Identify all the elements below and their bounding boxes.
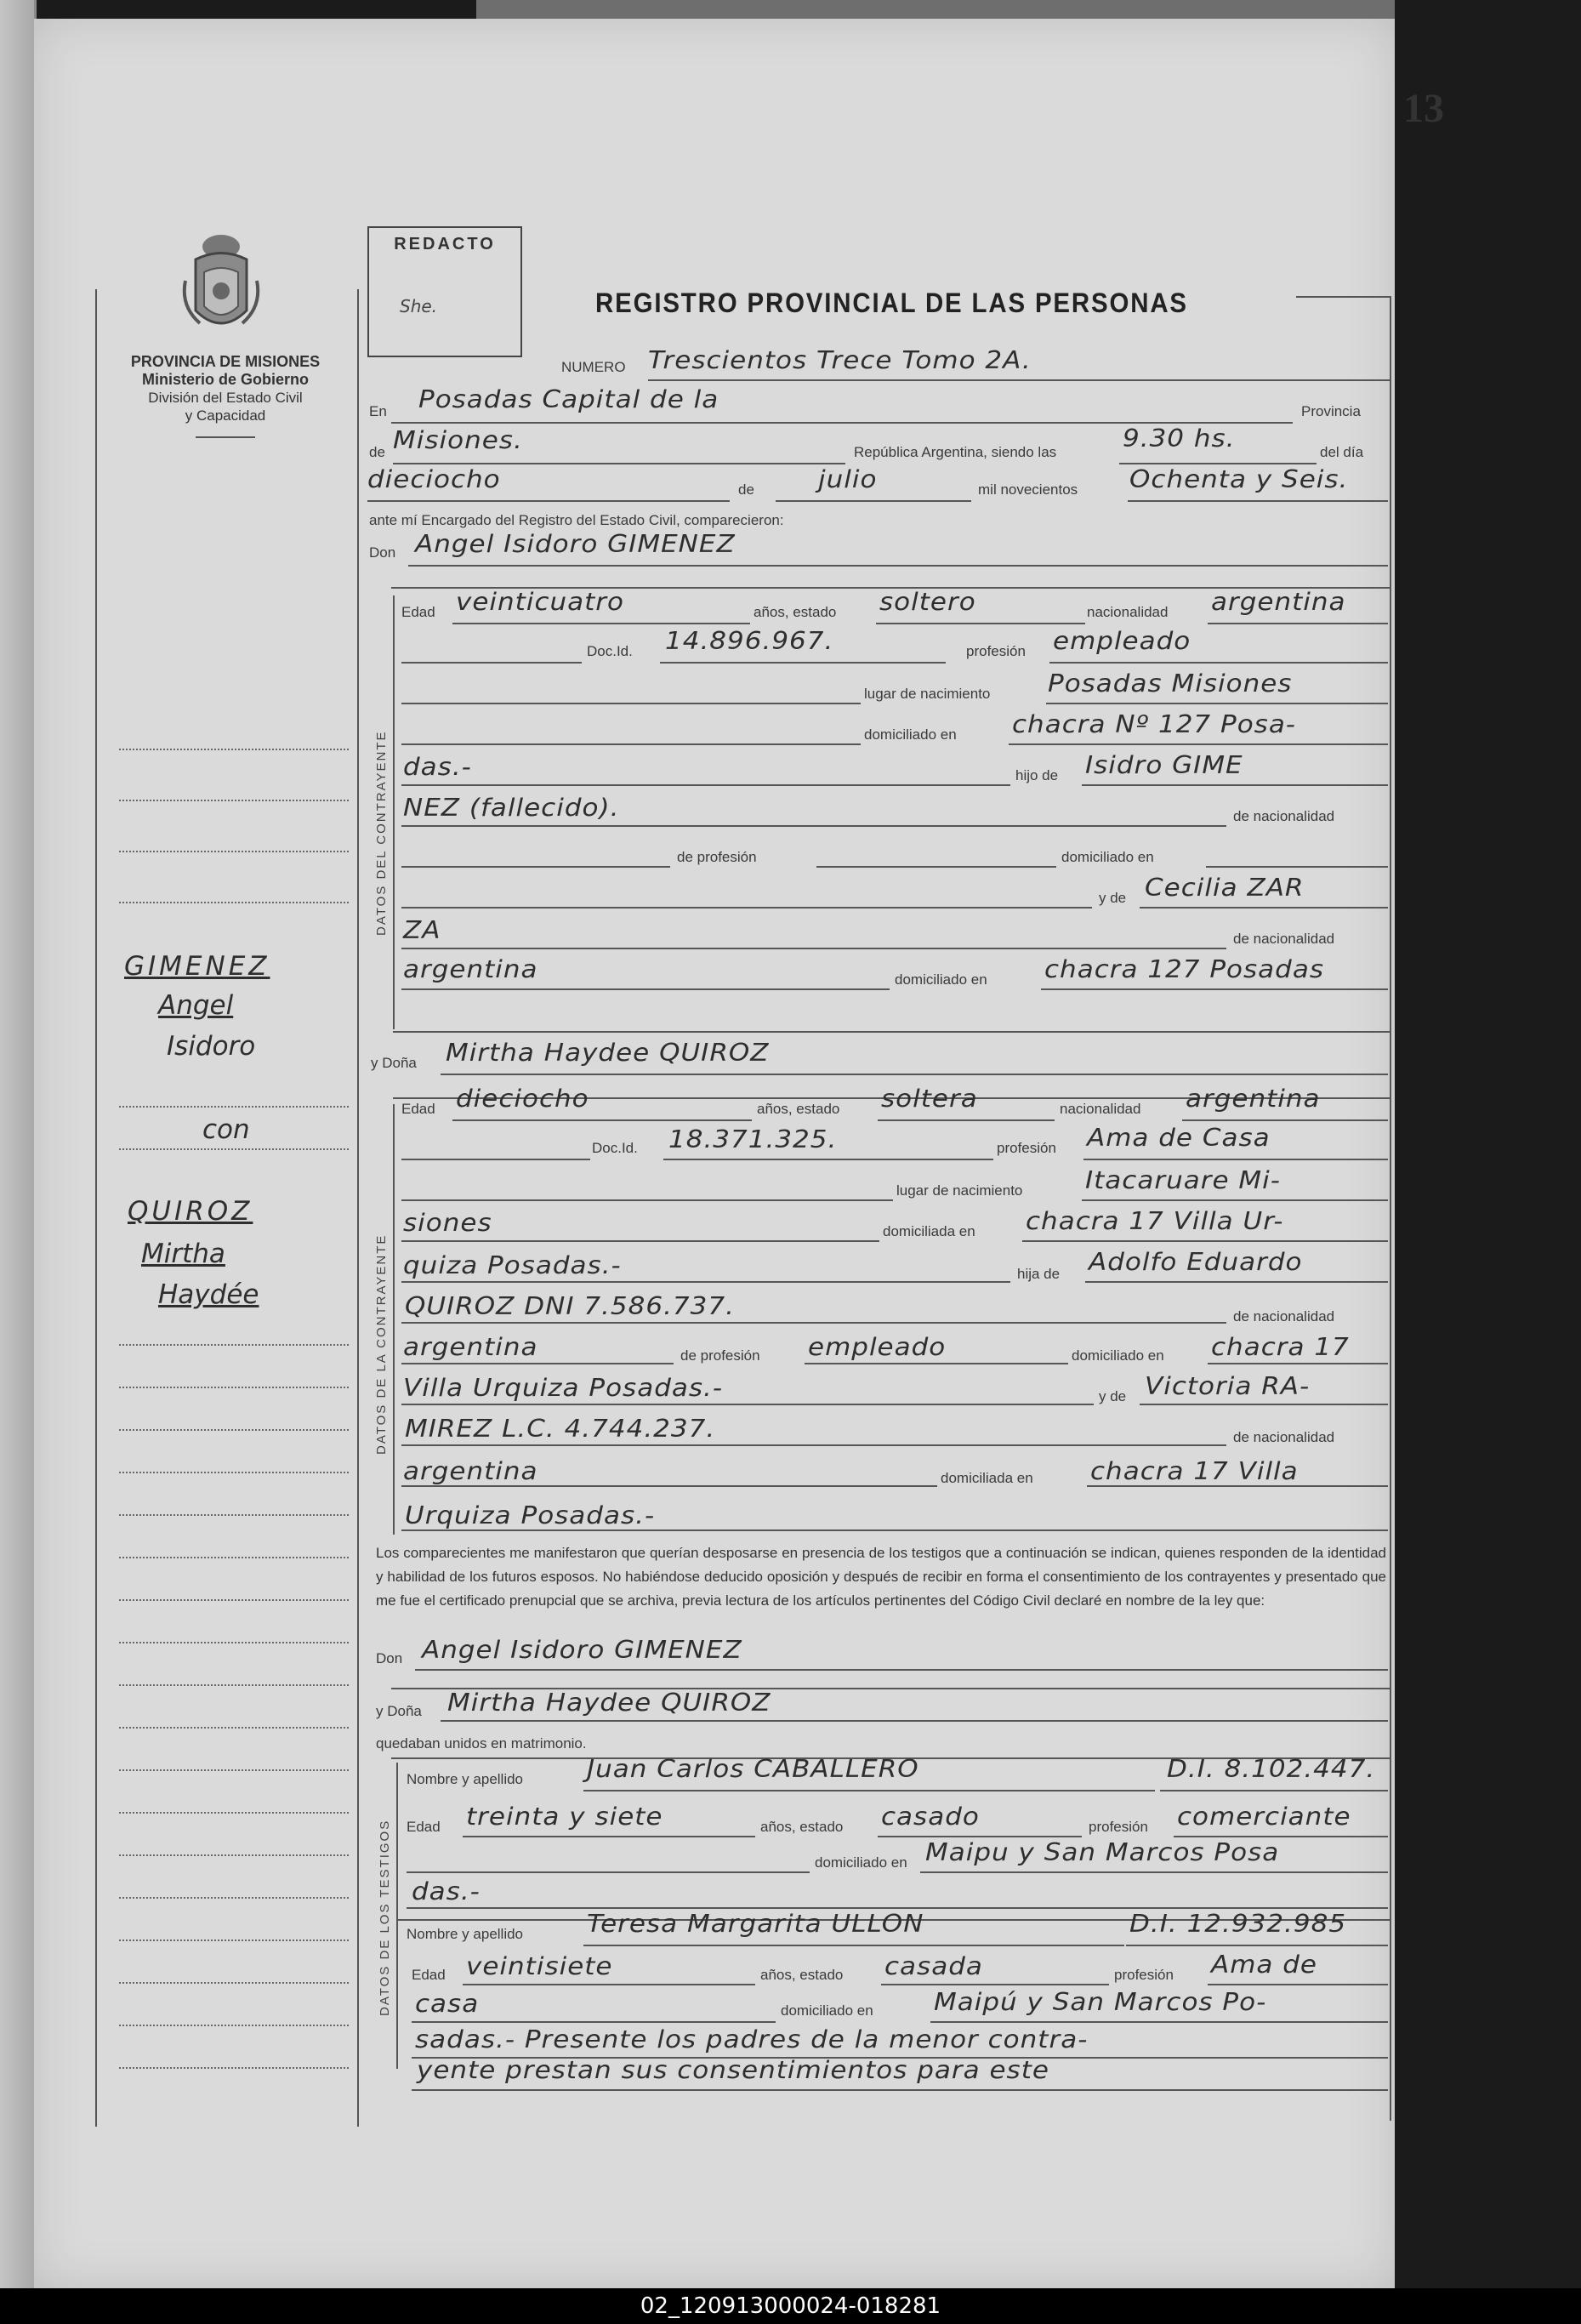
c-estado-value: soltero bbox=[879, 588, 976, 617]
t2-edad-value: veintisiete bbox=[466, 1952, 613, 1981]
c-prof-value: empleado bbox=[1053, 627, 1191, 656]
left-margin-rule bbox=[95, 289, 97, 2127]
coat-of-arms-icon bbox=[179, 230, 264, 340]
c-hijo-label: hijo de bbox=[1015, 767, 1059, 783]
t1-domic-value: Maipu y San Marcos Posa bbox=[925, 1838, 1280, 1867]
f-madre-domic2: Urquiza Posadas.- bbox=[405, 1501, 656, 1530]
f-padre-value2: QUIROZ DNI 7.586.737. bbox=[405, 1292, 735, 1321]
t2-domic-value: Maipú y San Marcos Po- bbox=[934, 1988, 1267, 2017]
top-rule bbox=[1296, 296, 1390, 298]
c-doc-label: Doc.Id. bbox=[587, 643, 633, 659]
c-doc-value: 14.896.967. bbox=[665, 627, 834, 656]
f-lugar-value2: siones bbox=[403, 1209, 492, 1238]
ante-text: ante mí Encargado del Registro del Estado Civil, comparecieron: bbox=[369, 512, 784, 528]
section-label-contrayente-f: DATOS DE LA CONTRAYENTE bbox=[374, 1233, 389, 1455]
d-dona-value: Mirtha Haydee QUIROZ bbox=[447, 1689, 771, 1717]
f-domic-value2: quiza Posadas.- bbox=[403, 1251, 622, 1280]
scan-id-footer: 02_120913000024-018281 bbox=[0, 2288, 1581, 2324]
f-padre-prof: empleado bbox=[808, 1333, 947, 1362]
c-domic-en-label: domiciliado en bbox=[1061, 849, 1154, 865]
t2-edad-label: Edad bbox=[412, 1967, 446, 1983]
t2-extra-line: yente prestan sus consentimientos para este bbox=[417, 2056, 1049, 2085]
t2-nombre-value: Teresa Margarita ULLON bbox=[587, 1910, 924, 1939]
d-dona-label: y Doña bbox=[376, 1703, 422, 1719]
margin-name-2b: Haydée bbox=[158, 1279, 259, 1310]
f-doc-label: Doc.Id. bbox=[592, 1140, 638, 1156]
section-label-testigos: DATOS DE LOS TESTIGOS bbox=[378, 1819, 392, 2016]
republica-label: República Argentina, siendo las bbox=[854, 444, 1057, 460]
provincia-label: Provincia bbox=[1301, 403, 1361, 419]
c-madre-value2: ZA bbox=[403, 916, 441, 945]
c-lugar-label: lugar de nacimiento bbox=[864, 686, 991, 702]
t2-nombre-label: Nombre y apellido bbox=[407, 1926, 524, 1942]
f-de-nac-label: de nacionalidad bbox=[1233, 1308, 1335, 1324]
en-value: Posadas Capital de la bbox=[418, 385, 719, 414]
declaration-text: Los comparecientes me manifestaron que querían desposarse en presencia de los testigos que a continuación se indican, quienes responden de la identidad y habilidad de los futuros esposos. No habiéndose deducido oposición y después de recibir en forma el consentimiento de los contrayentes y presentado que me fue el certificado prenupcial que se archiva, previa lectura de los artículos pertinentes del Código Civil declaré en nombre de la ley que: bbox=[376, 1545, 1386, 1609]
de-mes-label: de bbox=[738, 481, 754, 498]
t2-domic-label: domiciliado en bbox=[781, 2002, 873, 2019]
f-edad-value: dieciocho bbox=[456, 1085, 589, 1114]
redacto-value: She. bbox=[400, 296, 438, 316]
c-edad-value: veinticuatro bbox=[456, 588, 624, 617]
c-domic-label: domiciliado en bbox=[864, 726, 957, 743]
mes-value: julio bbox=[818, 465, 878, 494]
d-don-label: Don bbox=[376, 1650, 403, 1666]
main-left-rule bbox=[357, 289, 359, 2127]
t2-doc-value: D.I. 12.932.985 bbox=[1129, 1910, 1347, 1939]
issuer-capacidad: y Capacidad bbox=[185, 407, 266, 424]
de-label: de bbox=[369, 444, 385, 460]
issuer-division: División del Estado Civil bbox=[148, 390, 303, 406]
c-lugar-value: Posadas Misiones bbox=[1048, 669, 1293, 698]
book-spine bbox=[0, 0, 37, 2288]
c-estado-label: años, estado bbox=[754, 604, 837, 620]
f-edad-label: Edad bbox=[401, 1101, 435, 1117]
f-lugar-label: lugar de nacimiento bbox=[896, 1182, 1023, 1199]
c-madre-nac: argentina bbox=[403, 955, 538, 984]
dia-value: dieciocho bbox=[367, 465, 501, 494]
t1-prof-value: comerciante bbox=[1177, 1803, 1351, 1831]
redacto-label: REDACTO bbox=[394, 235, 496, 253]
c-domic-value: chacra Nº 127 Posa- bbox=[1012, 710, 1296, 739]
c-de-nac-label: de nacionalidad bbox=[1233, 808, 1335, 824]
c-prof-label: profesión bbox=[966, 643, 1026, 659]
c-de-nac-label2: de nacionalidad bbox=[1233, 931, 1335, 947]
don-label: Don bbox=[369, 544, 396, 561]
c-madre-domic-label: domiciliado en bbox=[895, 971, 987, 988]
margin-name-1b: Isidoro bbox=[167, 1031, 256, 1062]
t1-nombre-label: Nombre y apellido bbox=[407, 1771, 524, 1787]
t2-estado-label: años, estado bbox=[760, 1967, 844, 1983]
provincia-value: Misiones. bbox=[393, 426, 523, 455]
f-padre-value: Adolfo Eduardo bbox=[1089, 1248, 1303, 1277]
c-madre-value: Cecilia ZAR bbox=[1145, 874, 1305, 903]
f-hija-label: hija de bbox=[1017, 1266, 1061, 1282]
d-don-value: Angel Isidoro GIMENEZ bbox=[422, 1636, 742, 1665]
t1-domic-label: domiciliado en bbox=[815, 1854, 907, 1871]
f-y-de-label: y de bbox=[1099, 1388, 1127, 1404]
numero-label: NUMERO bbox=[561, 359, 626, 375]
t1-estado-value: casado bbox=[881, 1803, 980, 1831]
numero-value: Trescientos Trece Tomo 2A. bbox=[648, 346, 1032, 375]
t1-edad-value: treinta y siete bbox=[466, 1803, 663, 1831]
t1-doc-value: D.I. 8.102.447. bbox=[1167, 1755, 1376, 1784]
issuer-header bbox=[94, 353, 357, 438]
t2-prof-value: Ama de bbox=[1211, 1951, 1318, 1979]
redacto-box bbox=[367, 226, 522, 357]
hora-value: 9.30 hs. bbox=[1123, 424, 1236, 453]
en-label: En bbox=[369, 403, 387, 419]
t1-estado-label: años, estado bbox=[760, 1819, 844, 1835]
issuer-province: PROVINCIA DE MISIONES bbox=[130, 353, 321, 370]
f-doc-value: 18.371.325. bbox=[668, 1125, 838, 1154]
c-nac-label: nacionalidad bbox=[1087, 604, 1169, 620]
main-right-rule bbox=[1390, 296, 1391, 2121]
t2-prof-value2: casa bbox=[415, 1990, 480, 2019]
margin-name-2: Mirtha bbox=[141, 1239, 225, 1269]
margin-name-1: Angel bbox=[158, 990, 234, 1021]
c-madre-domic-value: chacra 127 Posadas bbox=[1044, 955, 1324, 984]
c-domic-value2: das.- bbox=[403, 753, 472, 782]
f-dona-label: y Doña bbox=[371, 1055, 417, 1071]
margin-surname-1: GIMENEZ bbox=[124, 951, 270, 982]
f-domic-value: chacra 17 Villa Ur- bbox=[1026, 1207, 1284, 1236]
margin-surname-2: QUIROZ bbox=[128, 1196, 253, 1227]
c-nac-value: argentina bbox=[1211, 588, 1346, 617]
c-edad-label: Edad bbox=[401, 604, 435, 620]
t2-estado-value: casada bbox=[884, 1952, 983, 1981]
f-lugar-value: Itacaruare Mi- bbox=[1085, 1166, 1281, 1195]
f-madre-value2: MIREZ L.C. 4.744.237. bbox=[405, 1415, 716, 1444]
f-de-nac-label2: de nacionalidad bbox=[1233, 1429, 1335, 1445]
f-madre-nac: argentina bbox=[403, 1457, 538, 1486]
f-madre-domic-label: domiciliada en bbox=[941, 1470, 1033, 1486]
t2-domic-value2: sadas.- Presente los padres de la menor contra- bbox=[415, 2025, 1089, 2054]
scanner-top-edge bbox=[476, 0, 1395, 20]
c-de-prof-label: de profesión bbox=[677, 849, 757, 865]
t1-edad-label: Edad bbox=[407, 1819, 441, 1835]
anio-value: Ochenta y Seis. bbox=[1129, 465, 1349, 494]
page-number: 13 bbox=[1403, 86, 1444, 131]
f-padre-domic2: Villa Urquiza Posadas.- bbox=[403, 1374, 724, 1403]
section-label-contrayente: DATOS DEL CONTRAYENTE bbox=[374, 730, 389, 936]
c-padre-value: Isidro GIME bbox=[1085, 751, 1243, 780]
t1-nombre-value: Juan Carlos CABALLERO bbox=[587, 1755, 919, 1784]
f-padre-domic: chacra 17 bbox=[1211, 1333, 1350, 1362]
f-madre-domic: chacra 17 Villa bbox=[1090, 1457, 1299, 1486]
f-nac-label: nacionalidad bbox=[1060, 1101, 1141, 1117]
f-nac-value: argentina bbox=[1186, 1085, 1321, 1114]
c-y-de-label: y de bbox=[1099, 890, 1127, 906]
t1-prof-label: profesión bbox=[1089, 1819, 1148, 1835]
f-dona-value: Mirtha Haydee QUIROZ bbox=[446, 1039, 770, 1068]
f-estado-label: años, estado bbox=[757, 1101, 840, 1117]
margin-con: con bbox=[202, 1114, 250, 1145]
t1-domic-value2: das.- bbox=[412, 1877, 481, 1906]
don-value: Angel Isidoro GIMENEZ bbox=[415, 530, 736, 559]
document-title: REGISTRO PROVINCIAL DE LAS PERSONAS bbox=[595, 288, 1188, 318]
del-dia-label: del día bbox=[1320, 444, 1364, 460]
issuer-ministry: Ministerio de Gobierno bbox=[141, 371, 309, 388]
t2-prof-label: profesión bbox=[1114, 1967, 1174, 1983]
f-de-prof-label: de profesión bbox=[680, 1347, 760, 1364]
d-quedaban: quedaban unidos en matrimonio. bbox=[376, 1735, 587, 1752]
f-padre-nac: argentina bbox=[403, 1333, 538, 1362]
f-estado-value: soltera bbox=[881, 1085, 978, 1114]
f-prof-value: Ama de Casa bbox=[1087, 1124, 1271, 1153]
f-madre-value: Victoria RA- bbox=[1145, 1372, 1311, 1401]
f-padre-domic-label: domiciliado en bbox=[1072, 1347, 1164, 1364]
f-prof-label: profesión bbox=[997, 1140, 1056, 1156]
c-padre-value2: NEZ (fallecido). bbox=[403, 794, 620, 823]
f-domic-label: domiciliada en bbox=[883, 1223, 975, 1239]
mil-label: mil novecientos bbox=[978, 481, 1078, 498]
